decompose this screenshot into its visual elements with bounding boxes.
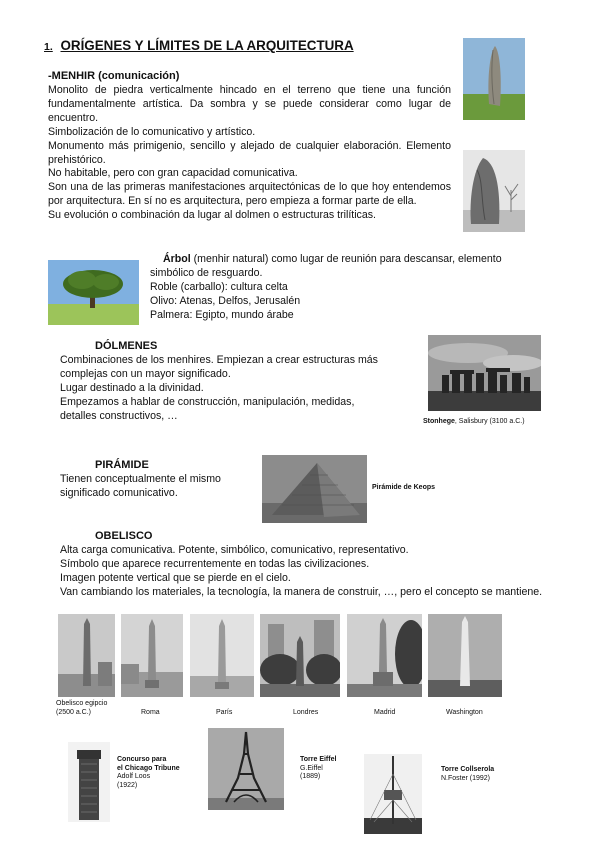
obelisk-photo-londres bbox=[260, 614, 340, 697]
caption-egypt-name: Obelisco egipcio bbox=[56, 700, 108, 707]
caption-egypt-date: (2500 a.C.) bbox=[56, 708, 92, 716]
obelisco-line: Alta carga comunicativa. Potente, simbólico, comunicativo, representativo. bbox=[60, 544, 409, 556]
obelisk-photo-roma bbox=[121, 614, 183, 697]
obelisk-photo-washington bbox=[428, 614, 502, 697]
dolmenes-line: Combinaciones de los menhires. Empiezan a crear estructuras más complejas con un mayor significado. bbox=[60, 354, 378, 380]
stonehenge-photo bbox=[428, 335, 541, 411]
arbol-line: Roble (carballo): cultura celta bbox=[150, 280, 288, 293]
menhir-photo-1 bbox=[463, 38, 525, 120]
caption-egypt bbox=[56, 700, 107, 717]
menhir-photo-2 bbox=[463, 150, 525, 232]
menhir-heading: -MENHIR (comunicación) bbox=[48, 70, 180, 82]
eiffel-caption bbox=[300, 756, 336, 782]
dolmenes-line: Empezamos a hablar de construcción, manipulación, medidas, detalles constructivos, … bbox=[60, 395, 355, 422]
collserola-caption bbox=[441, 766, 494, 783]
chicago-caption bbox=[117, 756, 180, 790]
collserola-photo bbox=[364, 754, 422, 834]
dolmenes-heading: DÓLMENES bbox=[95, 340, 158, 352]
tree-photo bbox=[48, 260, 139, 325]
stonehenge-caption bbox=[423, 418, 525, 427]
arbol-intro-text: (menhir natural) como lugar de reunión para descansar, elemento simbólico de resguardo. bbox=[150, 253, 502, 279]
chicago-tribune-photo bbox=[68, 742, 110, 822]
chicago-caption-author: Adolf Loos bbox=[117, 773, 151, 780]
pyramid-photo bbox=[262, 455, 367, 523]
menhir-line: Monumento más primigenio, sencillo y alejado de cualquier elaboración. Elemento prehistórico. bbox=[48, 139, 451, 166]
chicago-caption-title2: el Chicago Tribune bbox=[117, 764, 180, 772]
arbol-line: Olivo: Atenas, Delfos, Jerusalén bbox=[150, 294, 301, 307]
collserola-caption-title: Torre Collserola bbox=[441, 766, 495, 773]
obelisco-text bbox=[60, 544, 545, 600]
caption-roma: Roma bbox=[141, 709, 160, 716]
menhir-line: Simbolización de lo comunicativo y artístico. bbox=[48, 125, 256, 138]
arbol-line: Palmera: Egipto, mundo árabe bbox=[150, 308, 294, 321]
eiffel-caption-author: G.Eiffel bbox=[300, 764, 323, 772]
eiffel-photo bbox=[208, 728, 284, 810]
caption-londres: Londres bbox=[293, 709, 319, 716]
page-title bbox=[44, 38, 354, 53]
piramide-heading: PIRÁMIDE bbox=[95, 459, 149, 471]
menhir-line: Son una de las primeras manifestaciones arquitectónicas de lo que hoy entendemos por arquitectura. En sí no es arquitectura, pero empieza a formar parte de ella. bbox=[48, 181, 451, 208]
caption-madrid: Madrid bbox=[374, 709, 396, 716]
chicago-caption-title1: Concurso para bbox=[117, 756, 167, 763]
obelisco-line: Imagen potente vertical que se pierde en el cielo. bbox=[60, 571, 291, 584]
obelisk-photo-madrid bbox=[347, 614, 422, 697]
caption-washington: Washington bbox=[446, 709, 483, 716]
menhir-line: Su evolución o combinación da lugar al dolmen o estructuras trilíticas. bbox=[48, 209, 376, 222]
obelisco-line: Van cambiando los materiales, la tecnología, la manera de construir, …, pero el concepto se mantiene. bbox=[60, 585, 543, 598]
stonehenge-caption-name: Stonhege bbox=[423, 418, 455, 425]
eiffel-caption-title: Torre Eiffel bbox=[300, 756, 337, 763]
obelisco-line: Símbolo que aparece recurrentemente en todas las civilizaciones. bbox=[60, 557, 370, 570]
stonehenge-caption-detail: , Salisbury (3100 a.C.) bbox=[454, 418, 525, 425]
arbol-term: Árbol bbox=[163, 253, 191, 265]
piramide-text: Tienen conceptualmente el mismo significado comunicativo. bbox=[60, 473, 221, 499]
obelisk-photo-egypt bbox=[58, 614, 115, 697]
obelisco-heading: OBELISCO bbox=[95, 530, 153, 542]
dolmenes-line: Lugar destinado a la divinidad. bbox=[60, 381, 204, 394]
obelisk-photo-paris bbox=[190, 614, 254, 697]
arbol-intro bbox=[150, 253, 525, 281]
caption-paris: París bbox=[216, 709, 233, 716]
collserola-caption-author: N.Foster (1992) bbox=[441, 774, 491, 782]
menhir-line: No habitable, pero con gran capacidad comunicativa. bbox=[48, 167, 298, 180]
pyramid-caption: Pirámide de Keops bbox=[372, 484, 436, 491]
chicago-caption-year: (1922) bbox=[117, 781, 138, 789]
dolmenes-text bbox=[60, 354, 420, 424]
title-number: 1. bbox=[44, 41, 53, 53]
arbol-text bbox=[150, 253, 525, 323]
menhir-text bbox=[48, 84, 451, 223]
eiffel-caption-year: (1889) bbox=[300, 773, 321, 780]
menhir-line: Monolito de piedra verticalmente hincado en el terreno que tiene una función fundamentalmente artística. Da sombra y se puede considerar como lugar de encuentro. bbox=[48, 84, 451, 124]
title-text: ORÍGENES Y LÍMITES DE LA ARQUITECTURA bbox=[60, 38, 354, 53]
